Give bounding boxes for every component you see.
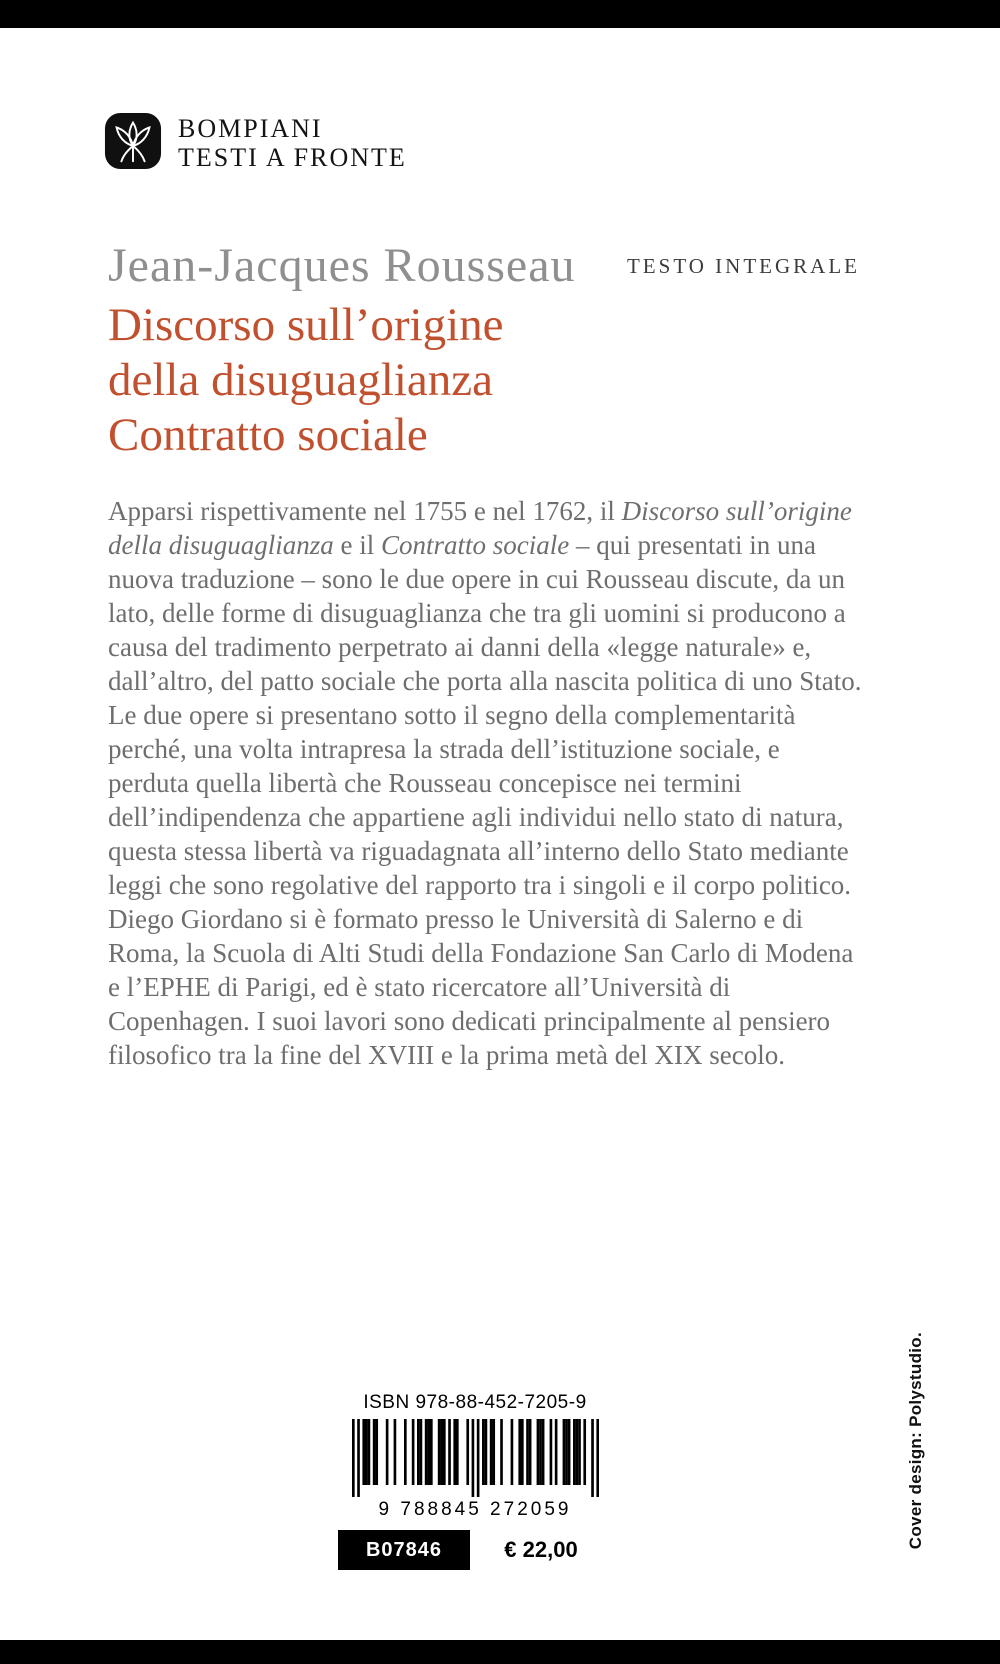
series-name: TESTI A FRONTE [178, 143, 407, 172]
price-row [338, 1530, 612, 1570]
title-line-3: Contratto sociale [108, 409, 428, 461]
title-line-1: Discorso sull’origine [108, 299, 504, 351]
bottom-black-band [0, 1640, 1000, 1664]
ean-barcode [352, 1419, 599, 1497]
cover-design-credit: Cover design: Polystudio. [906, 1332, 925, 1550]
publisher-name: BOMPIANI [178, 114, 323, 143]
title-line-2: della disuguaglianza [108, 354, 493, 406]
isbn-box [338, 1386, 612, 1570]
price: € 22,00 [504, 1537, 578, 1562]
book-title [108, 298, 504, 463]
author-name: Jean-Jacques Rousseau [108, 239, 576, 292]
publisher-name-block [178, 112, 407, 172]
publisher-brand [104, 112, 407, 172]
isbn-label: ISBN 978-88-452-7205-9 [363, 1392, 587, 1413]
blurb: Apparsi rispettivamente nel 1755 e nel 1762, il Discorso sull’origine della disuguaglianza e il Contratto sociale – qui presentati in una nuova traduzione – sono le due opere in cui Rousseau discute, da un lato, delle forme di disuguaglianza che tra gli uomini si producono a causa del tradimento perpetrato ai danni della «legge naturale» e, dall’altro, del patto sociale che porta alla nascita politica di uno Stato. Le due opere si presentano sotto il segno della complementarità perché, una volta intrapresa la strada dell’istituzione sociale, e perduta quella libertà che Rousseau concepisce nei termini dell’indipendenza che appartiene agli individui nello stato di natura, questa stessa libertà va riguadagnata all’interno dello Stato mediante leggi che sono regolative del rapporto tra i singoli e il corpo politico. Diego Giordano si è formato presso le Università di Salerno e di Roma, la Scuola di Alti Studi della Fondazione San Carlo di Modena e l’EPHE di Parigi, ed è stato ricercatore all’Università di Copenhagen. I suoi lavori sono dedicati principalmente al pensiero filosofico tra la fine del XVIII e la prima metà del XIX secolo. [108, 496, 862, 1070]
edition-note: TESTO INTEGRALE [626, 254, 860, 278]
barcode-digits: 9 788845 272059 [378, 1499, 572, 1520]
product-code: B07846 [338, 1530, 470, 1570]
bompiani-flower-icon [104, 112, 162, 170]
top-black-band [0, 0, 1000, 28]
